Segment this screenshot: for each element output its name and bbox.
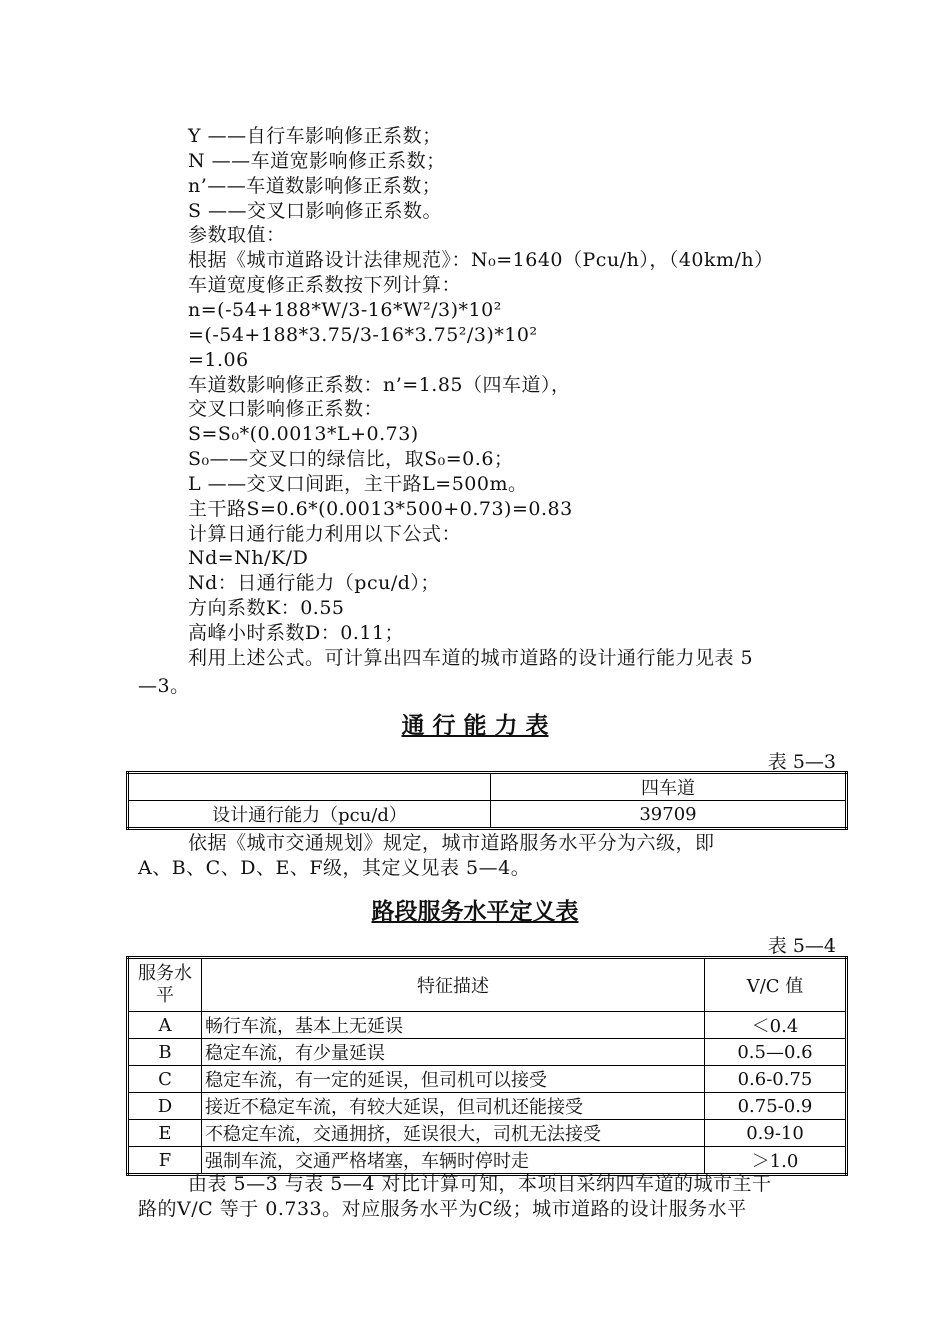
- table2-row-d-vc: 0.75-0.9: [705, 1093, 847, 1120]
- body-line: n=(-54+188*W/3-16*W²/3)*10²: [188, 299, 502, 321]
- body-line: 车道数影响修正系数：n’=1.85（四车道），: [188, 374, 571, 396]
- body-line: 计算日通行能力利用以下公式：: [188, 523, 462, 545]
- table2-row-a-description: 畅行车流，基本上无延误: [202, 1012, 705, 1039]
- body-line: 利用上述公式。可计算出四车道的城市道路的设计通行能力见表 5: [188, 647, 754, 669]
- table1-row-value: 39709: [491, 801, 847, 829]
- table2-row-c-description: 稳定车流，有一定的延误，但司机可以接受: [202, 1066, 705, 1093]
- table2-row-e-vc: 0.9-10: [705, 1120, 847, 1147]
- para2-line1: 依据《城市交通规划》规定，城市道路服务水平分为六级，即: [188, 832, 715, 854]
- body-line: 参数取值：: [188, 224, 286, 246]
- body-line: n’——车道数影响修正系数；: [188, 175, 442, 197]
- table1-row-label: 设计通行能力（pcu/d）: [128, 801, 491, 829]
- body-line: =(-54+188*3.75/3-16*3.75²/3)*10²: [188, 324, 538, 346]
- body-line: 主干路S=0.6*(0.0013*500+0.73)=0.83: [188, 498, 573, 520]
- table1-header-four-lane: 四车道: [491, 773, 847, 801]
- body-line: S=S₀*(0.0013*L+0.73): [188, 423, 419, 445]
- body-line: L ——交叉口间距，主干路L=500m。: [188, 473, 528, 495]
- body-line: 车道宽度修正系数按下列计算：: [188, 274, 462, 296]
- body-line: Nd：日通行能力（pcu/d）；: [188, 572, 440, 594]
- table2-row-f-level: F: [128, 1147, 202, 1175]
- table2-title: 路段服务水平定义表: [371, 899, 579, 925]
- table2-header-vc: V/C 值: [705, 958, 847, 1012]
- body-line: 交叉口影响修正系数：: [188, 398, 384, 420]
- para3-line1: 由表 5—3 与表 5—4 对比计算可知，本项目采纳四车道的城市主干: [188, 1173, 772, 1195]
- capacity-table: [126, 771, 848, 830]
- body-line: S₀——交叉口的绿信比，取S₀=0.6；: [188, 448, 514, 470]
- table2-caption: 表 5—4: [767, 935, 836, 957]
- table2-header-level: 服务水平: [128, 958, 202, 1012]
- body-line: N ——车道宽影响修正系数；: [188, 150, 446, 172]
- body-line: 高峰小时系数D：0.11；: [188, 622, 405, 644]
- body-line: S ——交叉口影响修正系数。: [188, 200, 443, 222]
- service-level-table: [126, 956, 848, 1176]
- table2-row-b-level: B: [128, 1039, 202, 1066]
- table2-row-f-description: 强制车流，交通严格堵塞，车辆时停时走: [202, 1147, 705, 1175]
- table1-header-empty: [128, 773, 491, 801]
- table2-row-d-level: D: [128, 1093, 202, 1120]
- table2-row-b-description: 稳定车流，有少量延误: [202, 1039, 705, 1066]
- table2-row-c-level: C: [128, 1066, 202, 1093]
- table2-row-d-description: 接近不稳定车流，有较大延误，但司机还能接受: [202, 1093, 705, 1120]
- body-line: Y ——自行车影响修正系数；: [188, 125, 442, 147]
- table2-row-f-vc: ＞1.0: [705, 1147, 847, 1175]
- table2-row-e-description: 不稳定车流，交通拥挤，延误很大，司机无法接受: [202, 1120, 705, 1147]
- table2-row-e-level: E: [128, 1120, 202, 1147]
- table2-row-b-vc: 0.5—0.6: [705, 1039, 847, 1066]
- body-line: 方向系数K：0.55: [188, 597, 345, 619]
- para3-line2: 路的V/C 等于 0.733。对应服务水平为C级；城市道路的设计服务水平: [138, 1198, 747, 1220]
- table1-caption: 表 5—3: [767, 751, 836, 773]
- table2-row-a-vc: ＜0.4: [705, 1012, 847, 1039]
- body-line: 根据《城市道路设计法律规范》：N₀=1640（Pcu/h），（40km/h）: [188, 249, 774, 271]
- para2-line2: A、B、C、D、E、F级，其定义见表 5—4。: [138, 857, 531, 879]
- table2-row-a-level: A: [128, 1012, 202, 1039]
- table2-header-description: 特征描述: [202, 958, 705, 1012]
- body-line: Nd=Nh/K/D: [188, 547, 309, 569]
- body-line: =1.06: [188, 349, 249, 371]
- body-continuation: —3。: [138, 675, 190, 697]
- table2-row-c-vc: 0.6-0.75: [705, 1066, 847, 1093]
- table1-title: 通 行 能 力 表: [401, 713, 549, 739]
